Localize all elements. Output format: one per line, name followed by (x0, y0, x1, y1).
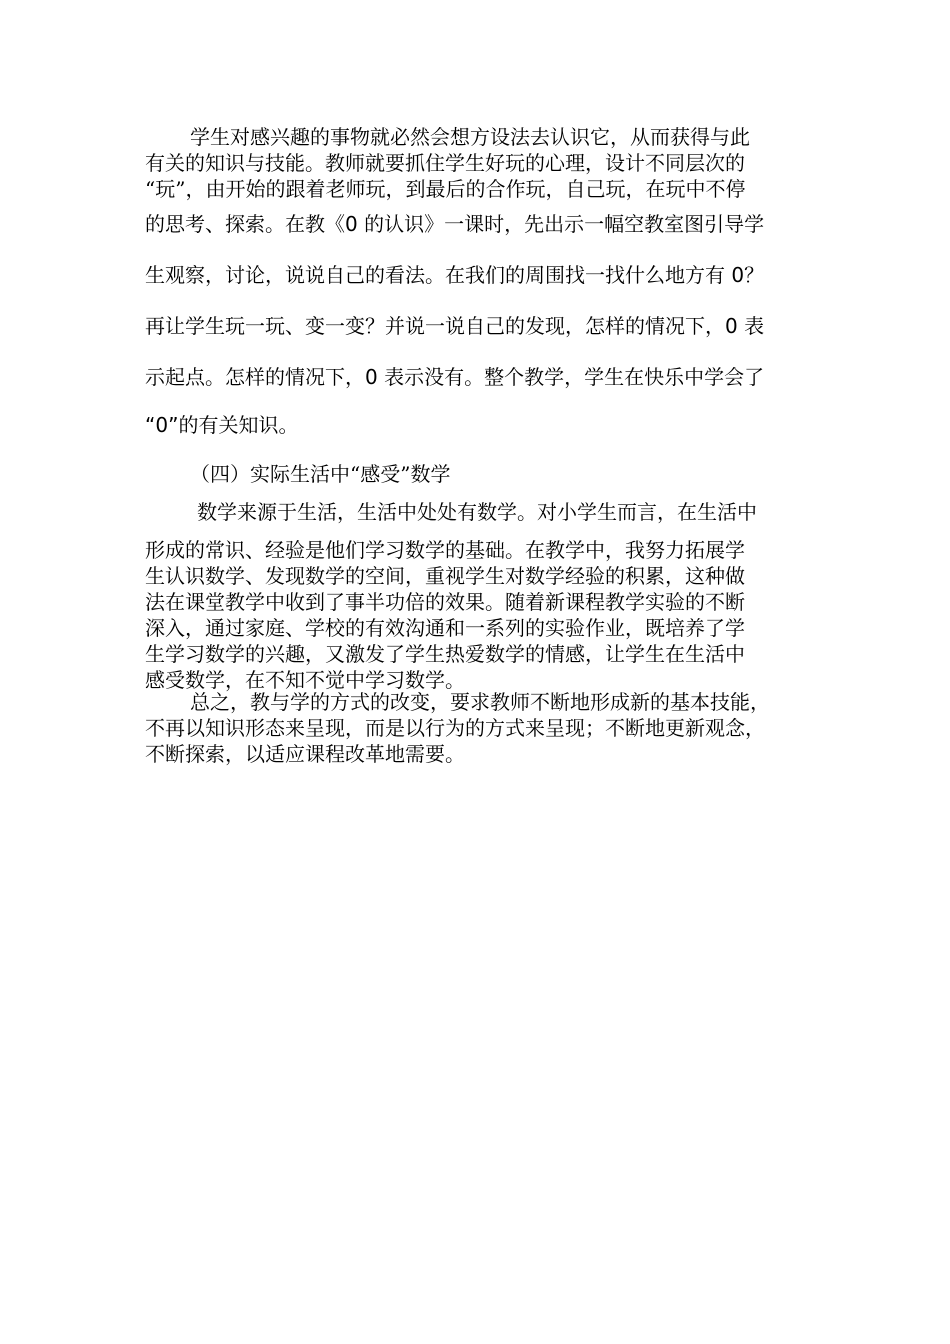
paragraph3-line-1: 总之，教与学的方式的改变，要求教师不断地形成新的基本技能， (190, 690, 770, 714)
paragraph1-line-6: 再让学生玩一玩、变一变？并说一说自己的发现，怎样的情况下，0 表 (145, 314, 765, 338)
paragraph1-line-4: 的思考、探索。在教《0 的认识》一课时，先出示一幅空教室图引导学 (145, 212, 765, 236)
paragraph2-line-4: 法在课堂教学中收到了事半功倍的效果。随着新课程教学实验的不断 (145, 590, 745, 614)
paragraph1-line-7: 示起点。怎样的情况下，0 表示没有。整个教学，学生在快乐中学会了 (145, 365, 765, 389)
paragraph3-line-2: 不再以知识形态来呈现，而是以行为的方式来呈现；不断地更新观念， (145, 716, 765, 740)
section-heading-4: （四）实际生活中“感受”数学 (190, 462, 451, 486)
paragraph2-line-6: 生学习数学的兴趣，又激发了学生热爱数学的情感，让学生在生活中 (145, 642, 745, 666)
paragraph2-line-2: 形成的常识、经验是他们学习数学的基础。在教学中，我努力拓展学 (145, 538, 745, 562)
paragraph1-line-5: 生观察，讨论，说说自己的看法。在我们的周围找一找什么地方有 0？ (145, 263, 765, 287)
paragraph2-line-5: 深入，通过家庭、学校的有效沟通和一系列的实验作业，既培养了学 (145, 616, 745, 640)
paragraph3-line-3: 不断探索，以适应课程改革地需要。 (145, 742, 465, 766)
paragraph2-line-7: 感受数学，在不知不觉中学习数学。 (145, 668, 465, 692)
paragraph1-line-8: “0”的有关知识。 (145, 413, 299, 437)
paragraph2-line-1: 数学来源于生活，生活中处处有数学。对小学生而言，在生活中 (197, 500, 757, 524)
paragraph1-line-1: 学生对感兴趣的事物就必然会想方设法去认识它，从而获得与此 (190, 125, 750, 149)
paragraph1-line-3: “玩”，由开始的跟着老师玩，到最后的合作玩，自己玩，在玩中不停 (145, 177, 746, 201)
paragraph1-line-2: 有关的知识与技能。教师就要抓住学生好玩的心理，设计不同层次的 (145, 151, 745, 175)
paragraph2-line-3: 生认识数学、发现数学的空间，重视学生对数学经验的积累，这种做 (145, 564, 745, 588)
